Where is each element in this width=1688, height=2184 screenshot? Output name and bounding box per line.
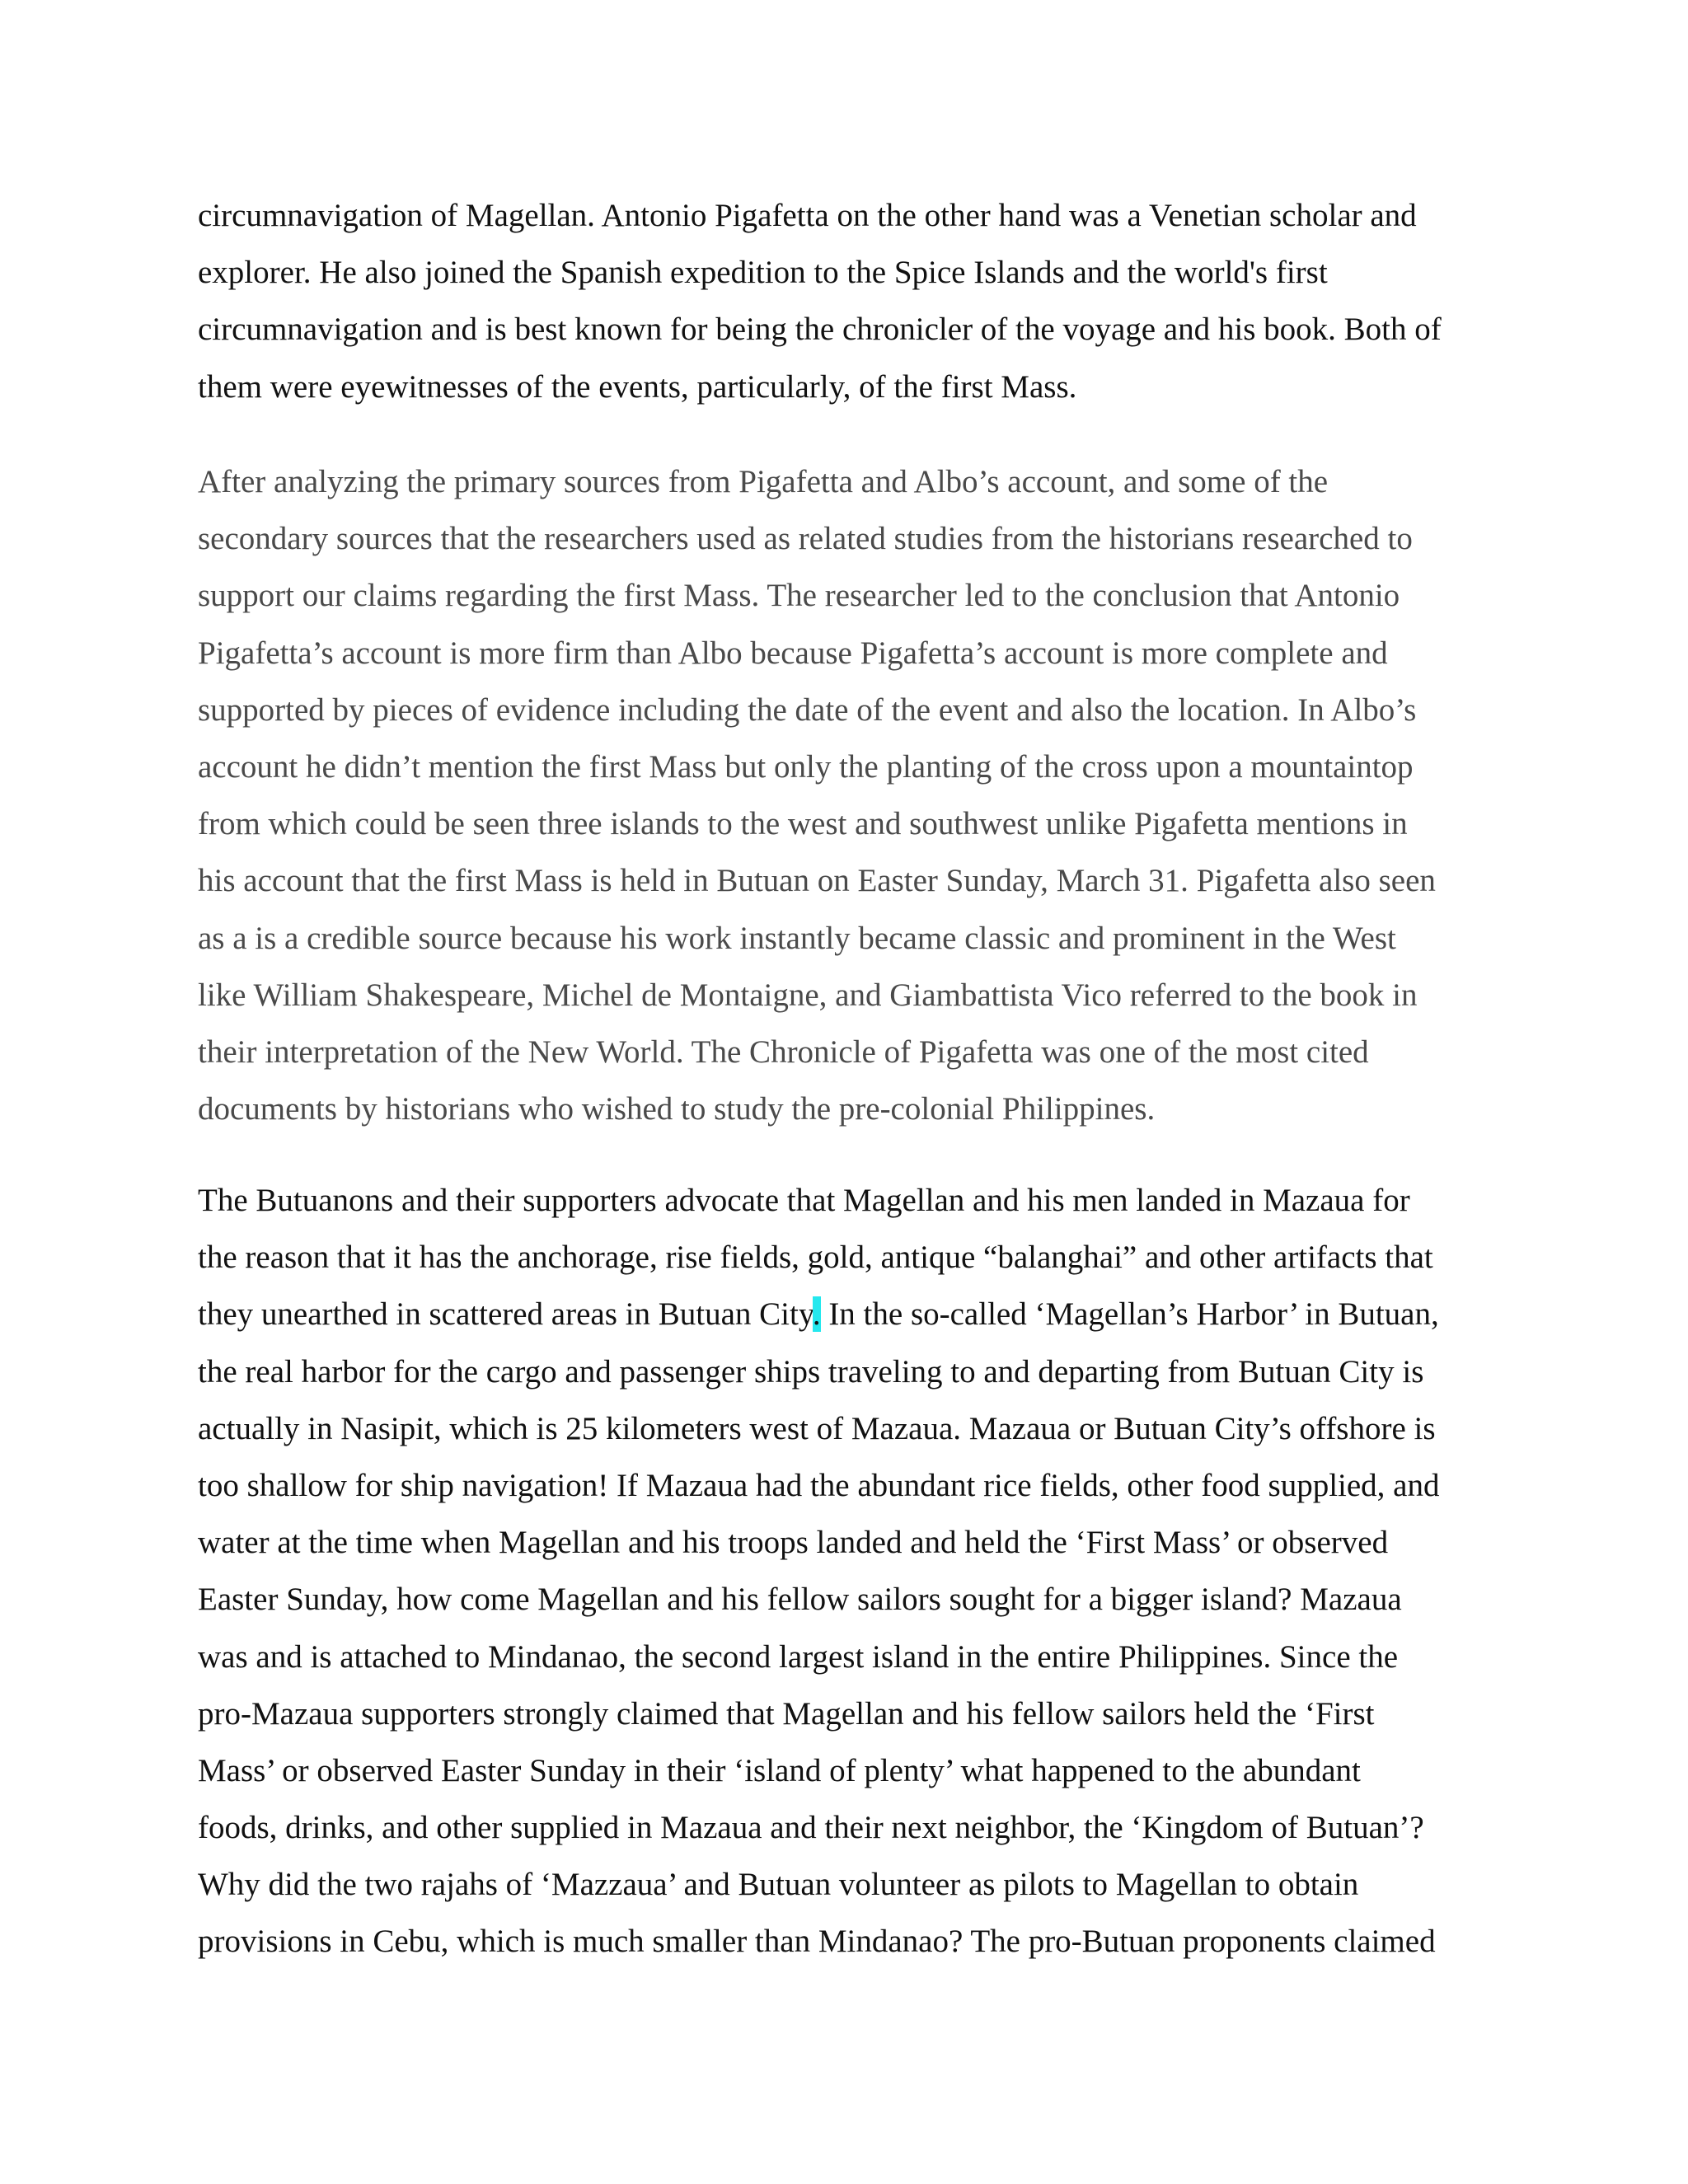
- text-line: the reason that it has the anchorage, rise fields, gold, antique “balanghai” and other artifacts that: [198, 1240, 1433, 1276]
- text-line: the real harbor for the cargo and passenger ships traveling to and departing from Butuan City is: [198, 1353, 1424, 1390]
- text-line: from which could be seen three islands to the west and southwest unlike Pigafetta mentions in: [198, 806, 1408, 842]
- text-line: After analyzing the primary sources from Pigafetta and Albo’s account, and some of the: [198, 464, 1329, 499]
- text-line: Mass’ or observed Easter Sunday in their ‘island of plenty’ what happened to the abundant: [198, 1752, 1361, 1788]
- text-line: water at the time when Magellan and his troops landed and held the ‘First Mass’ or observed: [198, 1525, 1389, 1561]
- text-line: their interpretation of the New World. The Chronicle of Pigafetta was one of the most cited: [198, 1033, 1369, 1070]
- text-line: actually in Nasipit, which is 25 kilometers west of Mazaua. Mazaua or Butuan City’s offshore is: [198, 1410, 1436, 1446]
- text-line: foods, drinks, and other supplied in Mazaua and their next neighbor, the ‘Kingdom of Butuan’?: [198, 1810, 1424, 1846]
- text-line: Pigafetta’s account is more firm than Albo because Pigafetta’s account is more complete and: [198, 635, 1388, 671]
- text-line: The Butuanons and their supporters advocate that Magellan and his men landed in Mazaua for: [198, 1183, 1410, 1218]
- text-line: circumnavigation of Magellan. Antonio Pigafetta on the other hand was a Venetian scholar and: [198, 198, 1417, 233]
- text-line: supported by pieces of evidence including the date of the event and also the location. In Albo’s: [198, 691, 1417, 728]
- text-line-with-highlight: [198, 1286, 1517, 1343]
- text-segment: they unearthed in scattered areas in Butuan City: [198, 1296, 813, 1333]
- text-line: account he didn’t mention the first Mass but only the planting of the cross upon a mountaintop: [198, 748, 1414, 785]
- text-line: circumnavigation and is best known for being the chronicler of the voyage and his book. Both of: [198, 312, 1442, 348]
- text-line: explorer. He also joined the Spanish expedition to the Spice Islands and the world's first: [198, 255, 1328, 291]
- text-line: Why did the two rajahs of ‘Mazzaua’ and Butuan volunteer as pilots to Magellan to obtain: [198, 1867, 1359, 1903]
- paragraph-pigafetta-albo-intro: [198, 187, 1517, 415]
- text-line: them were eyewitnesses of the events, particularly, of the first Mass.: [198, 368, 1077, 405]
- highlighted-period: .: [812, 1296, 821, 1333]
- text-segment: In the so-called ‘Magellan’s Harbor’ in Butuan,: [820, 1296, 1439, 1333]
- text-line: pro-Mazaua supporters strongly claimed that Magellan and his fellow sailors held the ‘First: [198, 1695, 1375, 1732]
- text-line: provisions in Cebu, which is much smaller than Mindanao? The pro-Butuan proponents claimed: [198, 1924, 1436, 1960]
- text-line: secondary sources that the researchers used as related studies from the historians researched to: [198, 521, 1413, 557]
- text-line: documents by historians who wished to study the pre-colonial Philippines.: [198, 1091, 1156, 1127]
- text-line: his account that the first Mass is held in Butuan on Easter Sunday, March 31. Pigafetta also seen: [198, 863, 1436, 899]
- text-line: support our claims regarding the first Mass. The researcher led to the conclusion that Antonio: [198, 578, 1400, 614]
- text-line: too shallow for ship navigation! If Mazaua had the abundant rice fields, other food supplied, and: [198, 1467, 1440, 1503]
- text-line: like William Shakespeare, Michel de Montaigne, and Giambattista Vico referred to the book in: [198, 977, 1418, 1013]
- text-line: was and is attached to Mindanao, the second largest island in the entire Philippines. Since the: [198, 1638, 1399, 1675]
- text-line: as a is a credible source because his work instantly became classic and prominent in the West: [198, 920, 1396, 956]
- paragraph-analysis-conclusion: [198, 453, 1517, 1137]
- paragraph-butuanon-claims: [198, 1172, 1517, 1971]
- text-line: Easter Sunday, how come Magellan and his fellow sailors sought for a bigger island? Mazaua: [198, 1582, 1402, 1618]
